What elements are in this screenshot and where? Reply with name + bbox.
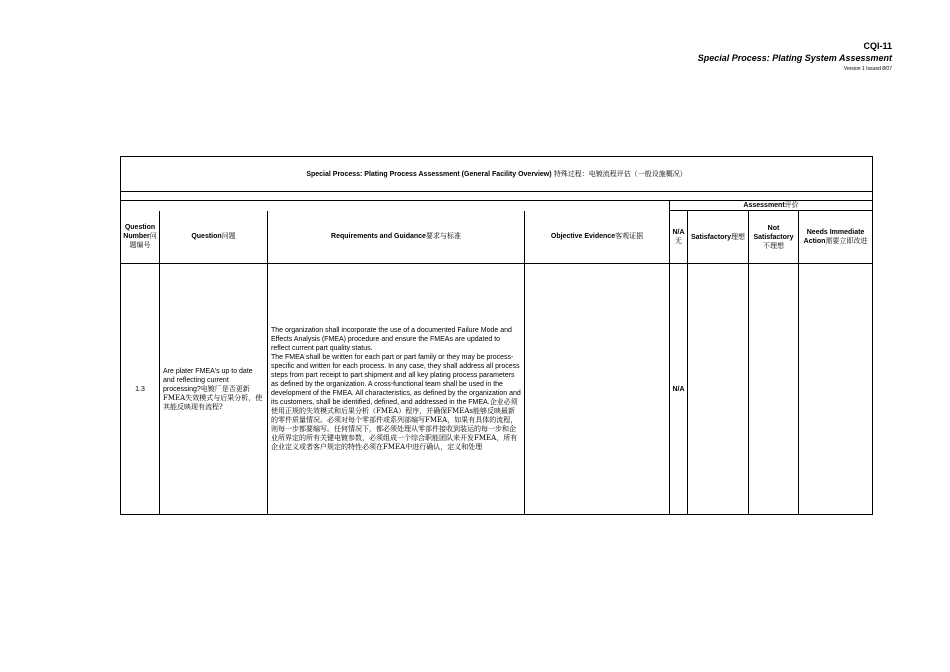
column-header-row	[121, 211, 873, 264]
objective-evidence-cell[interactable]	[525, 264, 670, 515]
satisfactory-cell[interactable]	[688, 264, 749, 515]
assessment-table	[120, 156, 873, 515]
document-code: CQI-11	[863, 41, 892, 51]
assessment-band-row	[121, 201, 873, 211]
col-not-satisfactory: Not Satisfactory 不理想	[749, 211, 799, 264]
col-na: N/A 无	[670, 211, 688, 264]
question-text: Are plater FMEA's up to date and reflecting current processing?电镀厂是否更新FMEA失效模式与后果分析，使其能反映现有流程?	[160, 264, 268, 515]
col-question: Question问题	[160, 211, 268, 264]
question-number: 1.3	[121, 264, 160, 515]
col-objective-evidence: Objective Evidence客观证据	[525, 211, 670, 264]
not-satisfactory-cell[interactable]	[749, 264, 799, 515]
col-satisfactory: Satisfactory理想	[688, 211, 749, 264]
document-version: Version 1 Issued 8/07	[843, 66, 892, 72]
table-title-en: Special Process: Plating Process Assessment (General Facility Overview)	[306, 170, 552, 178]
table-title-cn: 特殊过程：电镀流程评估（一般设施概况）	[551, 169, 687, 178]
needs-action-cell[interactable]	[799, 264, 873, 515]
col-question-number: Question Number问 题编号	[121, 211, 160, 264]
document-title: Special Process: Plating System Assessment	[697, 53, 892, 63]
spacer-row	[121, 192, 873, 201]
table-row	[121, 264, 873, 515]
col-needs-immediate-action: Needs Immediate Action需要立即改进	[799, 211, 873, 264]
assessment-header: Assessment评价	[670, 201, 873, 211]
col-requirements: Requirements and Guidance要求与标准	[268, 211, 525, 264]
requirements-text: The organization shall incorporate the use of a documented Failure Mode and Effects Analysis (FMEA) procedure and ensure the FMEAs are updated to reflect current part quality status. The FMEA shall be written for each part or part family or they may be process-specific and written for each process. In any case, they shall address all process steps from part receipt to part shipment and all key plating process parameters as defined by the organization. A cross-functional team shall be used in the development of the FMEA. All characteristics, as defined by the organization and its customers, shall be identified, defined, and addressed in the FMEA.企业必须使用正规的失效模式和后果分析（FMEA）程序，并确保FMEAs能够反映最新的零件质量情况。必须对每个零部件或系列部编写FMEA，如果有具体的流程，则每一步都要编写。任何情况下，都必须处理从零部件接收到装运的每一步和企业所界定的所有关键电镀参数，必须组成一个综合职能团队来开发FMEA，所有企业定义或者客户规定的特性必须在FMEA中进行确认，定义和处理	[268, 264, 525, 515]
table-title	[121, 157, 873, 192]
na-cell[interactable]: N/A	[670, 264, 688, 515]
title-row	[121, 157, 873, 192]
